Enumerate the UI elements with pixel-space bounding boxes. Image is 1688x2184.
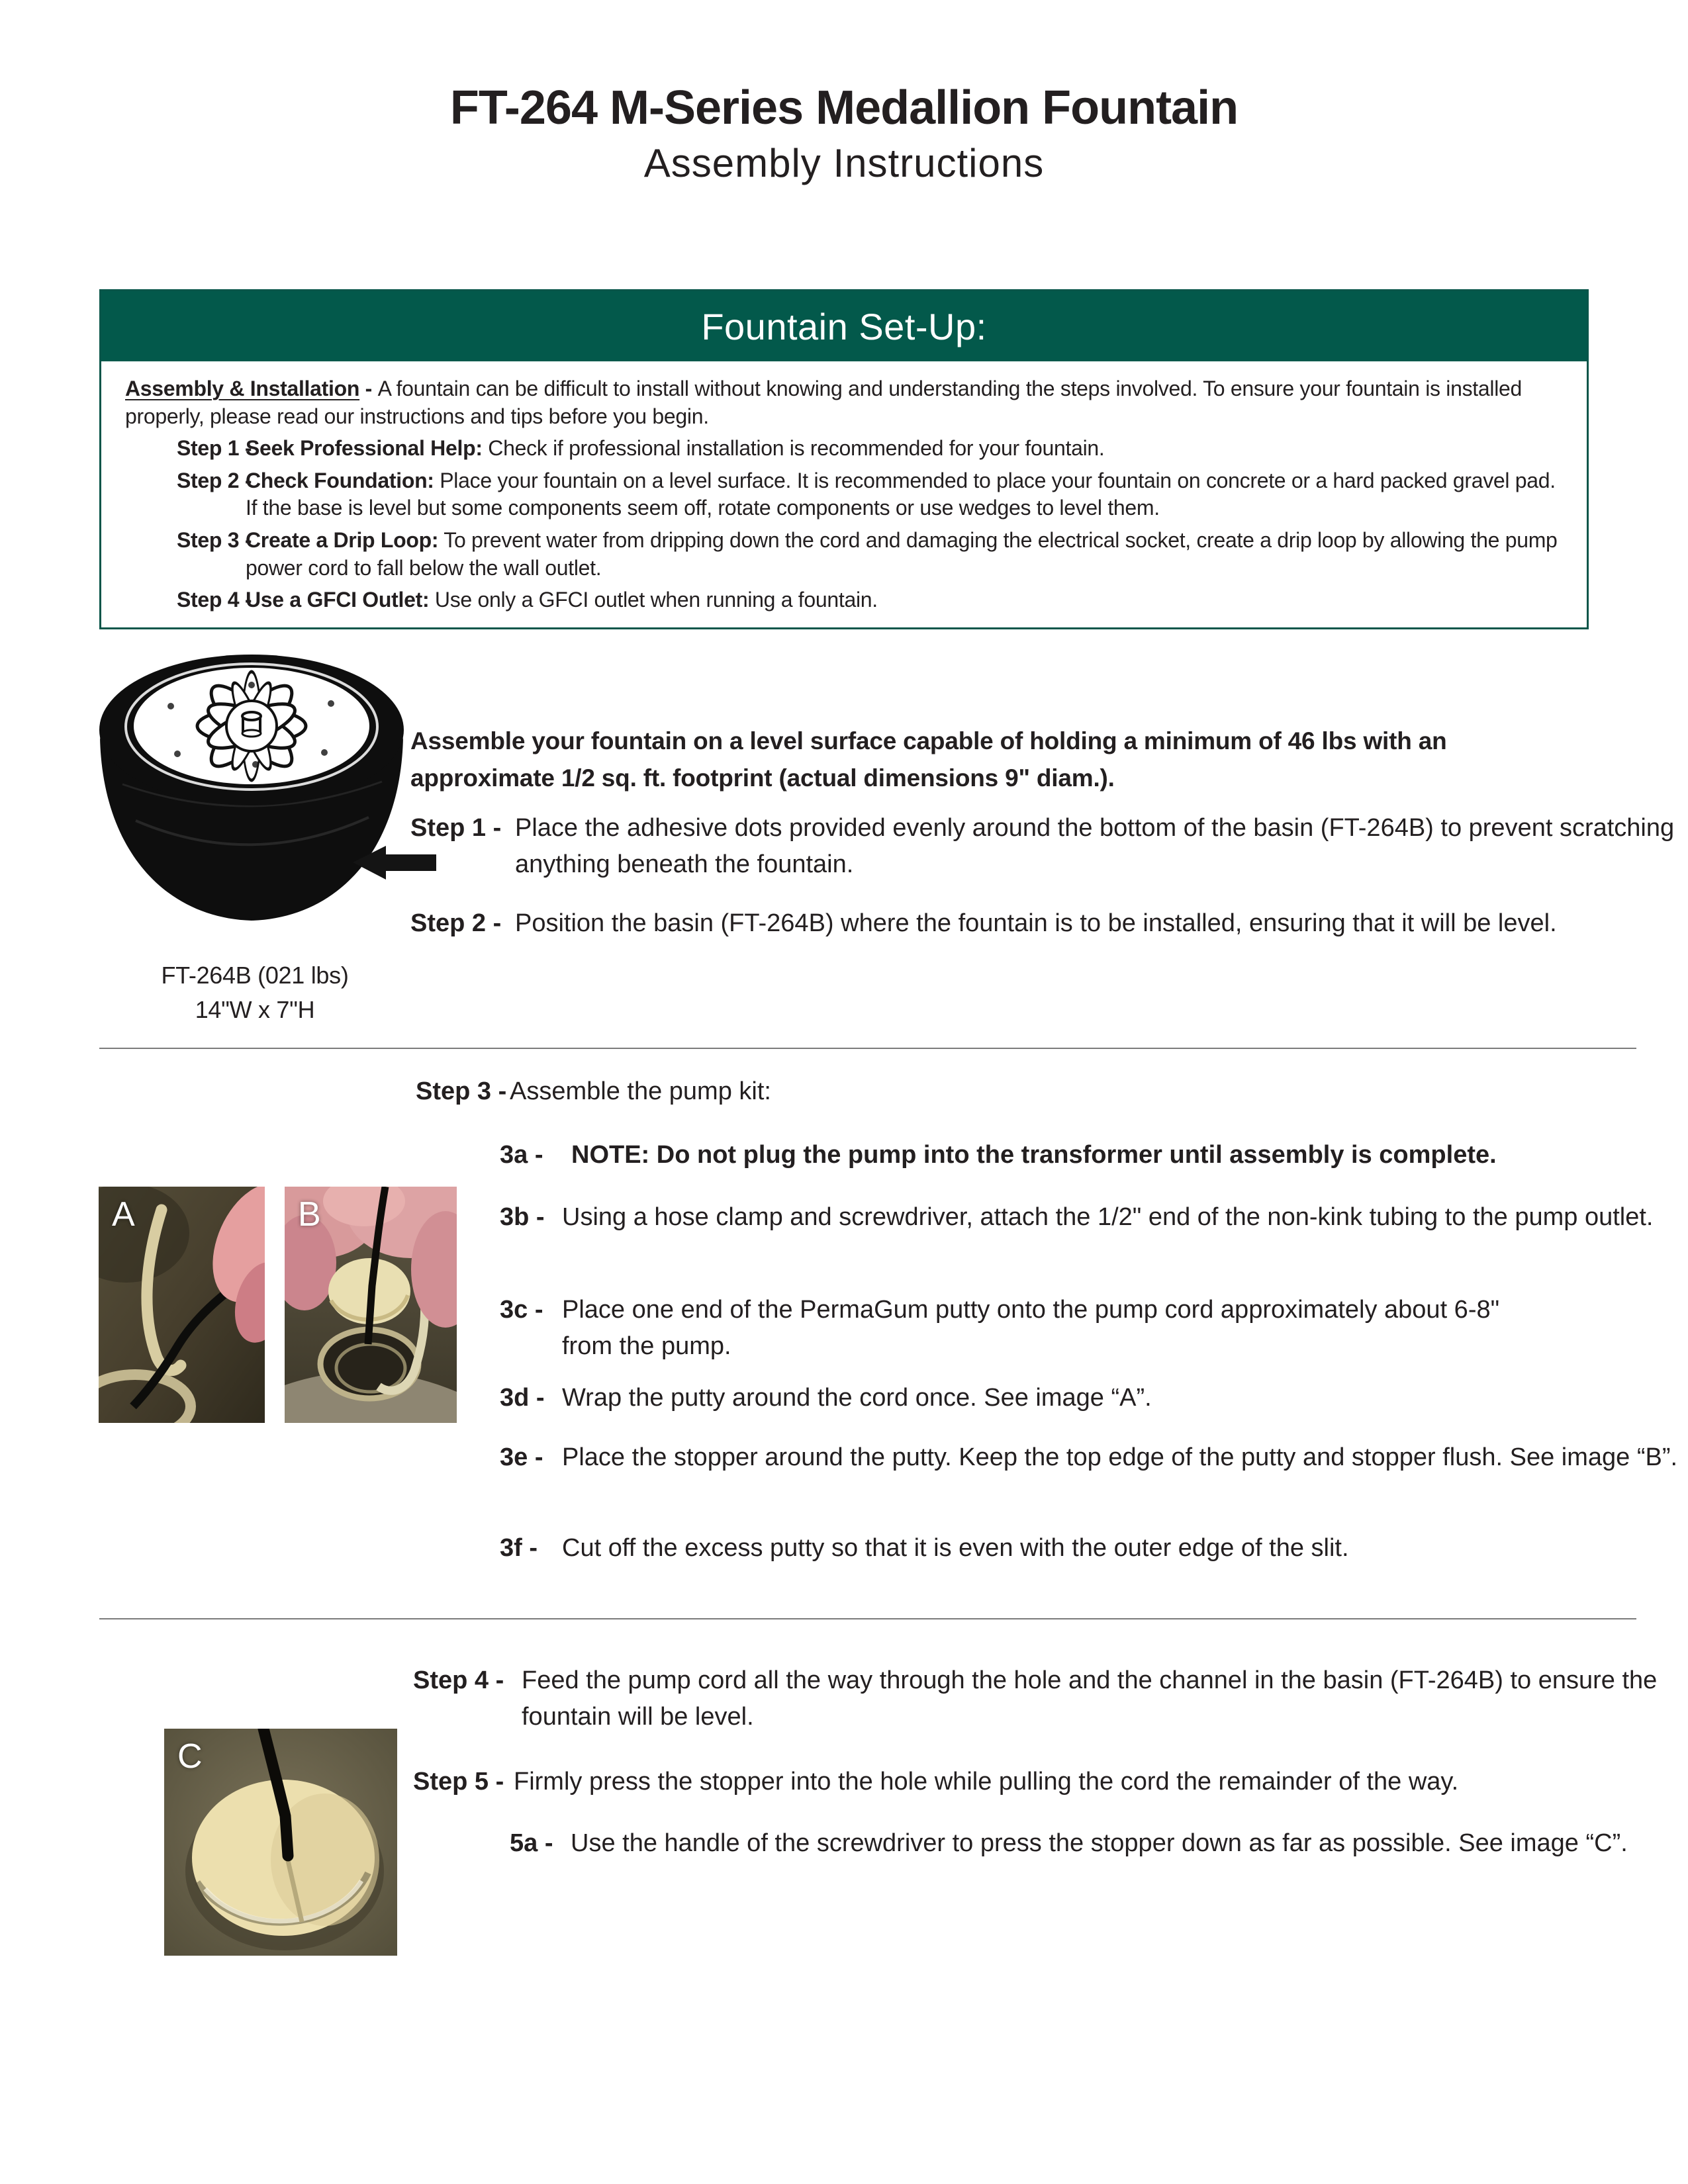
- setup-step-4: [125, 586, 1564, 614]
- step-label: Seek Professional Help:: [246, 436, 483, 461]
- step-label: Use a GFCI Outlet:: [246, 588, 430, 612]
- setup-intro-separator: -: [359, 377, 378, 400]
- step-number: Step 2 -: [410, 909, 502, 937]
- fountain-setup-box: [99, 289, 1589, 629]
- step-text: Place one end of the PermaGum putty onto the pump cord approximately about 6-8" from the pump.: [562, 1296, 1500, 1361]
- section-divider: [99, 1618, 1636, 1619]
- setup-step-2: [125, 467, 1564, 522]
- step-text: Check if professional installation is recommended for your fountain.: [482, 436, 1105, 461]
- step-text: Place the stopper around the putty. Keep the top edge of the putty and stopper flush. See image “B”.: [562, 1443, 1678, 1471]
- step-text: Assemble the pump kit:: [510, 1077, 771, 1105]
- pump-substep-3a: [500, 1137, 1688, 1173]
- basin-bowl-drawing: [96, 652, 440, 960]
- step-label: Create a Drip Loop:: [246, 527, 439, 552]
- basin-step-1: [410, 810, 1688, 883]
- step-number: Step 4 -: [177, 588, 252, 612]
- photo-c: [164, 1729, 397, 1956]
- step-text: To prevent water from dripping down the cord and damaging the electrical socket, create a drip loop by allowing the pump power cord to fall below the wall outlet.: [246, 527, 1558, 580]
- step-text: Use only a GFCI outlet when running a fountain.: [429, 588, 878, 612]
- basin-intro: Assemble your fountain on a level surface capable of holding a minimum of 46 lbs with an approximate 1/2 sq. ft. footprint (actual dimensions 9" diam.).: [410, 727, 1447, 792]
- step-text: Place your fountain on a level surface. It is recommended to place your fountain on concrete or a hard packed gravel pad. If the base is level but some components seem off, rotate components or use wedges to level them.: [246, 468, 1556, 520]
- pump-substep-3f: [500, 1530, 1687, 1567]
- pump-substep-3d: [500, 1380, 1687, 1416]
- step-number: Step 1 -: [410, 814, 502, 842]
- setup-intro: [125, 375, 1564, 430]
- setup-box-content: [101, 363, 1587, 627]
- setup-box-header: [101, 291, 1587, 363]
- step-text: NOTE: Do not plug the pump into the transformer until assembly is complete.: [571, 1141, 1497, 1169]
- section-divider: [99, 1048, 1636, 1049]
- step-label: Check Foundation:: [246, 468, 434, 492]
- pump-substep-3e: [500, 1439, 1687, 1476]
- basin-caption-line2: 14"W x 7"H: [195, 996, 315, 1024]
- step-number: 3b -: [500, 1203, 545, 1231]
- step-number: 3c -: [500, 1296, 543, 1324]
- step-text: Wrap the putty around the cord once. See image “A”.: [562, 1384, 1152, 1412]
- page-title: FT-264 M-Series Medallion Fountain: [449, 81, 1239, 134]
- step-number: 3d -: [500, 1384, 545, 1412]
- step-number: Step 4 -: [413, 1666, 504, 1694]
- final-substep-5a: [510, 1825, 1636, 1862]
- pump-substep-3c: [500, 1292, 1555, 1365]
- step-text: Firmly press the stopper into the hole while pulling the cord the remainder of the way.: [514, 1768, 1459, 1796]
- step-number: 5a -: [510, 1829, 553, 1857]
- step-text: Use the handle of the screwdriver to press the stopper down as far as possible. See image “C”.: [571, 1829, 1628, 1857]
- setup-step-1: [125, 435, 1564, 463]
- step-number: Step 3 -: [177, 527, 252, 552]
- photo-b-label: B: [298, 1195, 321, 1234]
- final-step-5: [413, 1764, 1688, 1800]
- step-text: Position the basin (FT-264B) where the fountain is to be installed, ensuring that it will be level.: [515, 909, 1557, 937]
- basin-caption-line1: FT-264B (021 lbs): [161, 962, 349, 989]
- photo-a: [99, 1187, 265, 1423]
- basin-step-2: [410, 905, 1688, 942]
- photo-b: [285, 1187, 457, 1423]
- step-number: 3e -: [500, 1443, 543, 1471]
- step-number: 3f -: [500, 1534, 538, 1562]
- pump-substep-3b: [500, 1199, 1681, 1236]
- photo-c-label: C: [177, 1737, 203, 1776]
- step-number: Step 3 -: [416, 1077, 507, 1105]
- step-number: Step 2 -: [177, 468, 252, 492]
- step-number: 3a -: [500, 1141, 543, 1169]
- setup-step-3: [125, 527, 1564, 582]
- setup-box-header-text: Fountain Set-Up:: [701, 305, 987, 347]
- setup-intro-label: Assembly & Installation: [125, 377, 360, 400]
- step-text: Using a hose clamp and screwdriver, attach the 1/2" end of the non-kink tubing to the pump outlet.: [562, 1203, 1654, 1231]
- photo-a-label: A: [112, 1195, 135, 1234]
- page-subtitle: Assembly Instructions: [643, 141, 1045, 185]
- step-number: Step 1 -: [177, 436, 252, 461]
- basin-caption: [86, 958, 424, 1027]
- step-text: Feed the pump cord all the way through the hole and the channel in the basin (FT-264B) to ensure the fountain will be level.: [522, 1666, 1658, 1731]
- pump-step-3: [416, 1073, 1635, 1110]
- setup-intro-text: A fountain can be difficult to install without knowing and understanding the steps involved. To ensure your fountain is installed properly, please read our instructions and tips before you begin.: [125, 377, 1523, 428]
- step-text: Place the adhesive dots provided evenly around the bottom of the basin (FT-264B) to prevent scratching anything beneath the fountain.: [515, 814, 1675, 879]
- step-number: Step 5 -: [413, 1768, 504, 1796]
- basin-illustration: [96, 652, 440, 960]
- step-text: Cut off the excess putty so that it is even with the outer edge of the slit.: [562, 1534, 1349, 1562]
- final-step-4: [413, 1662, 1688, 1735]
